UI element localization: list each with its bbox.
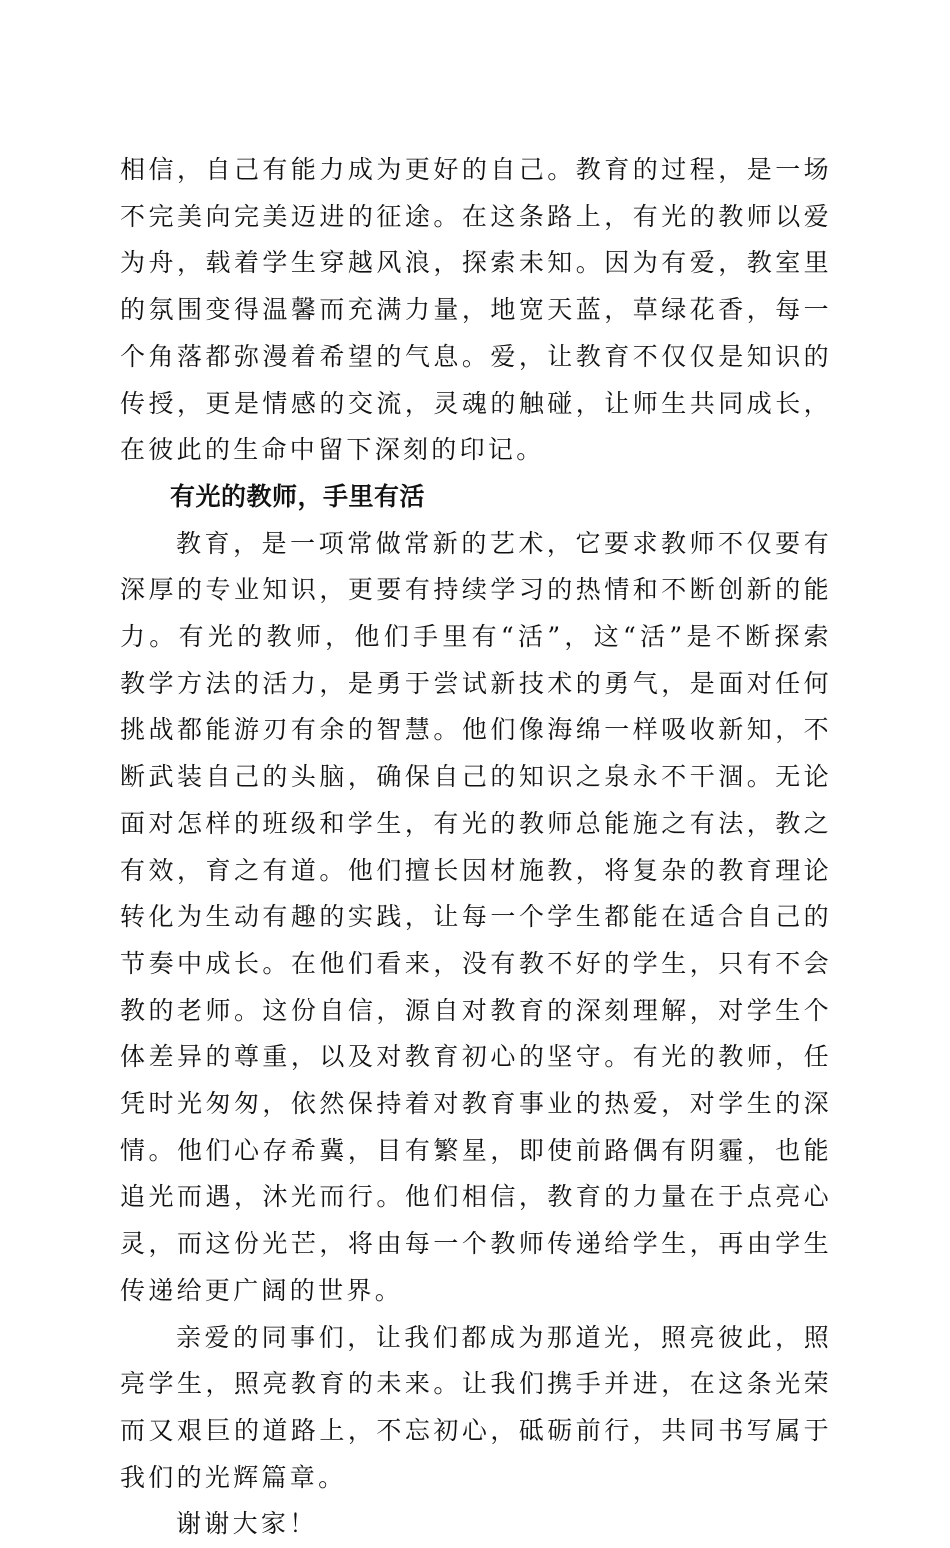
document-body: [120, 147, 832, 1548]
section-heading: 有光的教师，手里有活: [170, 481, 426, 511]
paragraph-thanks: 谢谢大家！: [176, 1509, 318, 1539]
paragraph-love-education: 相信，自己有能力成为更好的自己。教育的过程，是一场不完美向完美迈进的征途。在这条路上，有光的教师以爱为舟，载着学生穿越风浪，探索未知。因为有爱，教室里的氛围变得温馨而充满力量，地宽天蓝，草绿花香，每一个角落都弥漫着希望的气息。爱，让教育不仅仅是知识的传授，更是情感的交流，灵魂的触碰，让师生共同成长，在彼此的生命中留下深刻的印记。: [120, 155, 832, 465]
paragraph-teacher-skills: 教育，是一项常做常新的艺术，它要求教师不仅要有深厚的专业知识，更要有持续学习的热情和不断创新的能力。有光的教师，他们手里有“活”，这“活”是不断探索教学方法的活力，是勇于尝试新技术的勇气，是面对任何挑战都能游刃有余的智慧。他们像海绵一样吸收新知，不断武装自己的头脑，确保自己的知识之泉永不干涸。无论面对怎样的班级和学生，有光的教师总能施之有法，教之有效，育之有道。他们擅长因材施教，将复杂的教育理论转化为生动有趣的实践，让每一个学生都能在适合自己的节奏中成长。在他们看来，没有教不好的学生，只有不会教的老师。这份自信，源自对教育的深刻理解，对学生个体差异的尊重，以及对教育初心的坚守。有光的教师，任凭时光匆匆，依然保持着对教育事业的热爱，对学生的深情。他们心存希冀，目有繁星，即使前路偶有阴霾，也能追光而遇，沐光而行。他们相信，教育的力量在于点亮心灵，而这份光芒，将由每一个教师传递给学生，再由学生传递给更广阔的世界。: [120, 528, 832, 1305]
paragraph-closing-call: 亲爱的同事们，让我们都成为那道光，照亮彼此，照亮学生，照亮教育的未来。让我们携手并进，在这条光荣而又艰巨的道路上，不忘初心，砥砺前行，共同书写属于我们的光辉篇章。: [120, 1322, 832, 1492]
